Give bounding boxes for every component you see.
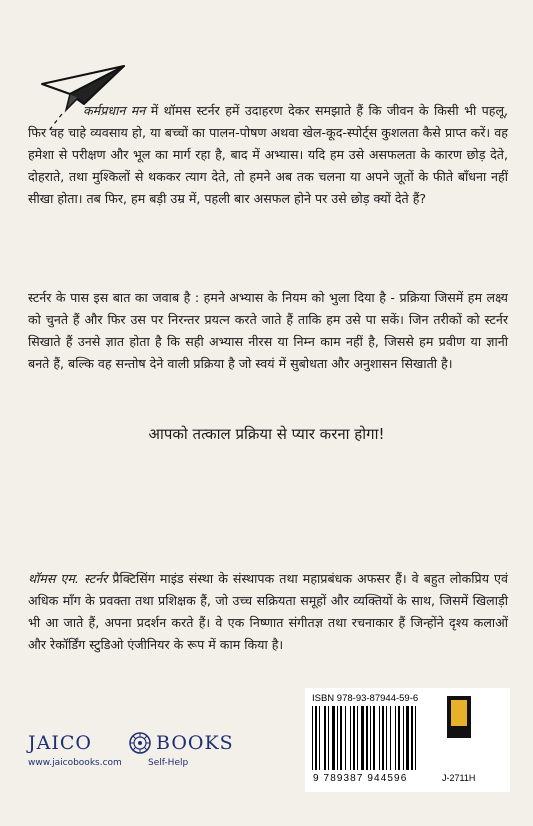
- intro-paragraph: [28, 100, 508, 210]
- book-title: कर्मप्रधान मन: [83, 103, 146, 118]
- logo-word-left: JAICO: [28, 732, 92, 754]
- intro-text: में थॉमस स्टर्नर हमें उदाहरण देकर समझाते हैं कि जीवन के किसी भी पहलू, फिर वह चाहे व्यवसाय हो, या बच्चों का पालन-पोषण अथवा खेल-कूद-स्पोर्ट्स कुशलता कैसे प्राप्त करें। वह हमेशा से परीक्षण और भूल का मार्ग रहा है, बाद में अभ्यास। यदि हम उसे असफलता के कारण छोड़ देते, दोहराते, तथा मुश्किलों से थककर त्याग देते, तो हमने अब तक चलना या अपने जूतों के फीते बाँधना नहीं सीखा होता। तब फिर, हम बड़ी उम्र में, पहली बार असफल होने पर उसे छोड़ क्यों देते हैं?: [28, 103, 508, 206]
- answer-paragraph: स्टर्नर के पास इस बात का जवाब है : हमने अभ्यास के नियम को भुला दिया है - प्रक्रिया जिसमें हम लक्ष्य को चुनते हैं और फिर उस पर निरन्तर प्रयत्न करते जाते हैं ताकि हम उसे पा सकें। जिन तरीकों को स्टर्नर सिखाते हैं उनसे ज्ञात होता है कि सही अभ्यास नीरस या निम्न काम नहीं है, जिससे हम प्रवीण या ज्ञानी बनते हैं, बल्कि वह सन्तोष देने वाली प्रक्रिया है जो स्वयं में सुबोधता और अनुशासन सिखाती है।: [28, 290, 508, 371]
- author-paragraph: [28, 568, 508, 656]
- author-bio: प्रैक्टिसिंग माइंड संस्था के संस्थापक तथा महाप्रबंधक अफसर हैं। वे बहुत लोकप्रिय एवं अधिक माँग के प्रवक्ता तथा प्रशिक्षक हैं, जो उच्च सक्रियता समूहों और व्यक्तियों के साथ, जिसमें खिलाड़ी भी आ जाते हैं, अपना प्रदर्शन करते हैं। वे एक निष्णात संगीतज्ञ तथा रचनाकार हैं जिन्होंने दृश्य कलाओं और रेकॉर्डिंग स्टुडिओ एंजीनियर के रूप में काम किया है।: [28, 571, 509, 652]
- barcode-panel: [305, 688, 510, 792]
- logo-word-right: BOOKS: [156, 732, 234, 754]
- sun-emblem-icon: [128, 731, 152, 755]
- pull-quote: आपको तत्काल प्रक्रिया से प्यार करना होगा!: [148, 425, 385, 443]
- barcode-digits: 9 789387 944596: [313, 773, 408, 784]
- isbn-label: ISBN 978-93-87944-59-6: [312, 693, 419, 704]
- barcode-bars: [312, 706, 442, 770]
- genre-label: Self-Help: [148, 758, 189, 768]
- publisher-badge-icon: [447, 696, 471, 738]
- product-code: J-2711H: [442, 773, 476, 783]
- author-name: थॉमस एम. स्टर्नर: [28, 571, 108, 586]
- publisher-logo: [28, 731, 238, 755]
- publisher-url: www.jaicobooks.com: [28, 758, 122, 768]
